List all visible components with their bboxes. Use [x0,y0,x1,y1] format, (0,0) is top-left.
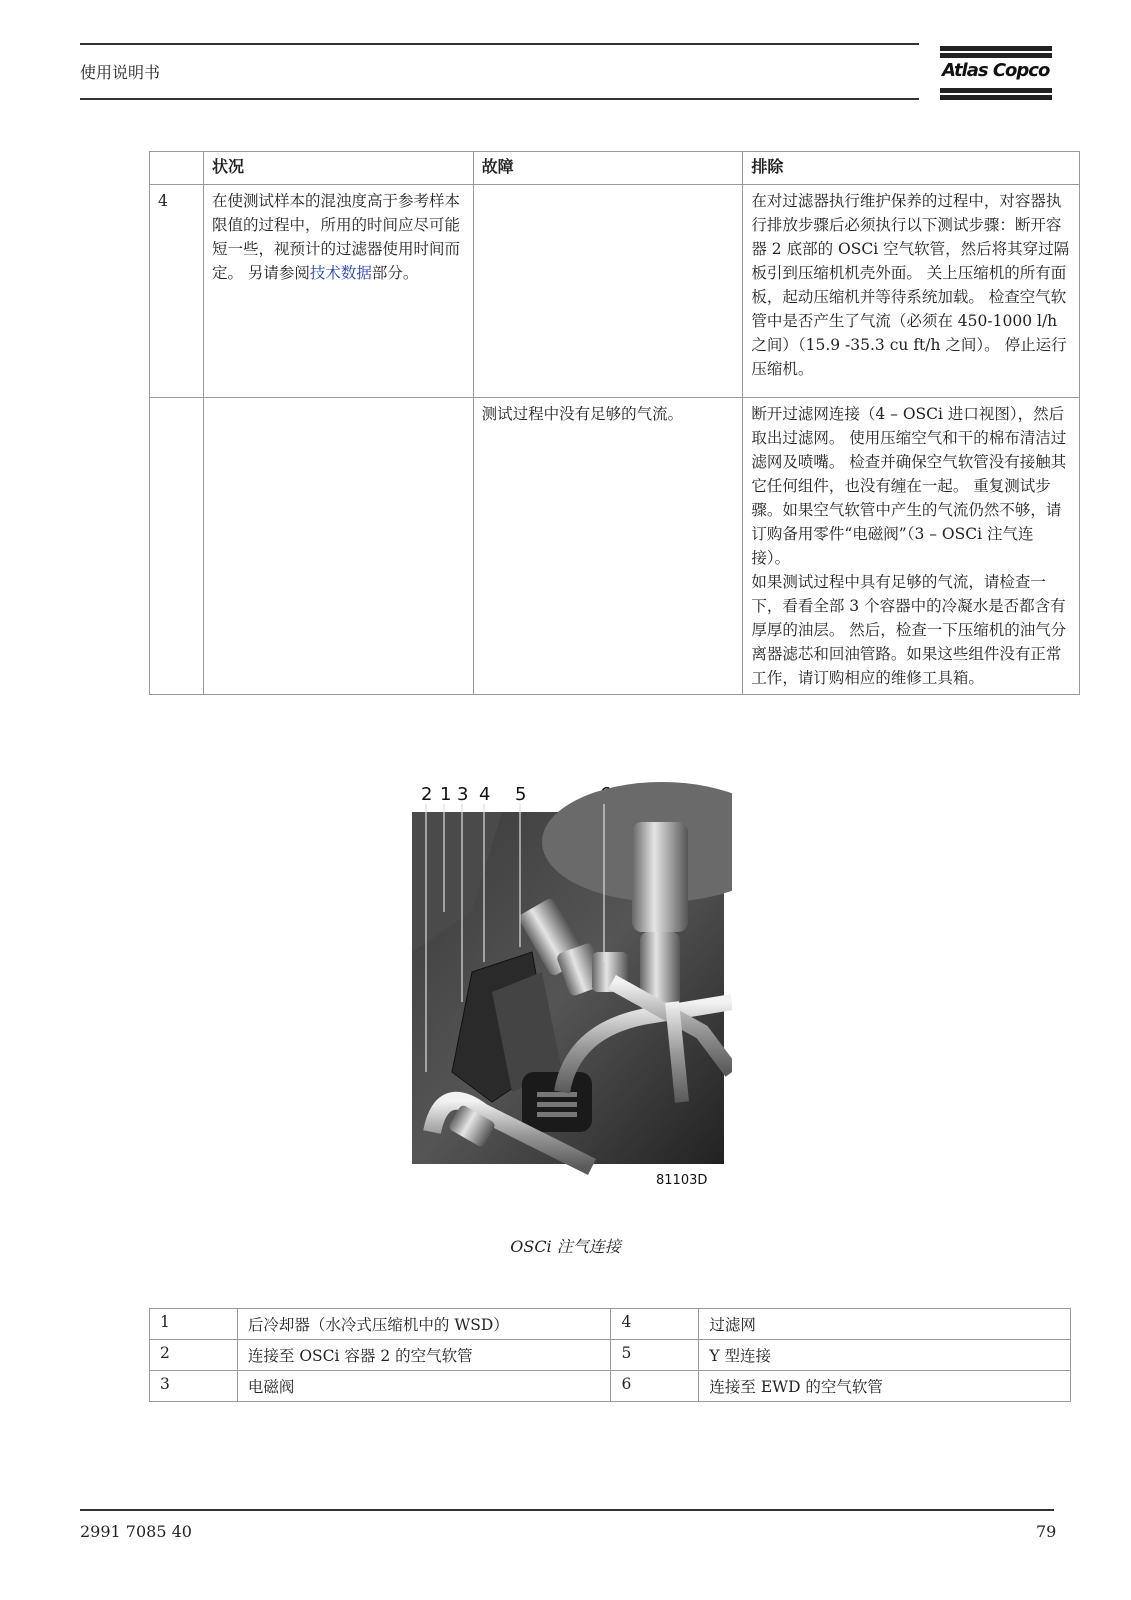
image-code: 81103D [656,1173,708,1188]
legend-label: Y 型连接 [699,1340,1071,1371]
remedy-paragraph: 断开过滤网连接（4 – OSCi 进口视图），然后取出过滤网。 使用压缩空气和干的棉布清洁过滤网及喷嘴。 检查并确保空气软管没有接触其它任何组件，也没有缠在一起。 重复测试步骤。如果空气软管中产生的气流仍然不够，请订购备用零件“电磁阀”（3 – OSCi 注气连接）。 [751,405,1067,567]
legend-number: 1 [150,1309,238,1340]
legend-number: 3 [150,1371,238,1402]
header-cell-fault: 故障 [473,152,743,185]
legend-number: 5 [611,1340,699,1371]
page-number: 79 [1036,1522,1057,1541]
legend-label: 连接至 OSCi 容器 2 的空气软管 [237,1340,611,1371]
callout-label: 5 [515,784,527,805]
callout-label: 4 [479,784,491,805]
footer-rule [80,1509,1054,1511]
osci-illustration [412,772,732,1192]
row-number: 4 [150,185,204,398]
header-rule-bottom [80,98,919,100]
technical-data-link[interactable]: 技术数据 [309,264,372,282]
table-row [150,1309,1071,1340]
remedy-paragraph: 如果测试过程中具有足够的气流，请检查一下，看看全部 3 个容器中的冷凝水是否都含有厚厚的油层。 然后，检查一下压缩机的油气分离器滤芯和回油管路。如果这些组件没有正常工作，请订购相应的维修工具箱。 [751,573,1067,687]
callout-label: 1 [440,784,452,805]
document-title: 使用说明书 [80,63,161,82]
header-cell-num [150,152,204,185]
table-row [150,1340,1071,1371]
header-rule-top [80,43,919,45]
condition-text: 在使测试样本的混浊度高于参考样本限值的过程中，所用的时间应尽可能短一些，视预计的过滤器使用时间而定。 另请参阅 [211,192,460,282]
remedy-cell [743,398,1080,695]
table-header-row [150,152,1080,185]
legend-label: 后冷却器（水冷式压缩机中的 WSD） [237,1309,611,1340]
figure-caption: OSCi 注气连接 [510,1237,621,1256]
header-cell-remedy: 排除 [743,152,1080,185]
legend-label: 连接至 EWD 的空气软管 [699,1371,1071,1402]
table-row [150,185,1080,398]
document-code: 2991 7085 40 [80,1522,192,1541]
legend-label: 过滤网 [699,1309,1071,1340]
callout-label: 3 [457,784,469,805]
condition-cell [203,398,473,695]
remedy-cell: 在对过滤器执行维护保养的过程中，对容器执行排放步骤后必须执行以下测试步骤：断开容器 2 底部的 OSCi 空气软管，然后将其穿过隔板引到压缩机机壳外面。 关上压缩机的所有面板，起动压缩机并等待系统加载。 检查空气软管中是否产生了气流（必须在 450-1000 l/h 之间）（15.9 -35.3 cu ft/h 之间）。 停止运行压缩机。 [743,185,1080,398]
legend-number: 6 [611,1371,699,1402]
row-number [150,398,204,695]
table-row [150,398,1080,695]
legend-number: 4 [611,1309,699,1340]
header-cell-condition: 状况 [203,152,473,185]
fault-table [149,151,1080,695]
condition-text-end: 部分。 [371,264,419,282]
osci-figure [412,772,732,1192]
legend-table [149,1308,1071,1402]
brand-logo [940,46,1052,100]
legend-label: 电磁阀 [237,1371,611,1402]
table-row [150,1371,1071,1402]
fault-cell: 测试过程中没有足够的气流。 [473,398,743,695]
brand-logo-text: Atlas Copco [942,60,1050,81]
legend-number: 2 [150,1340,238,1371]
fault-cell [473,185,743,398]
callout-label: 2 [421,784,433,805]
condition-cell [203,185,473,398]
